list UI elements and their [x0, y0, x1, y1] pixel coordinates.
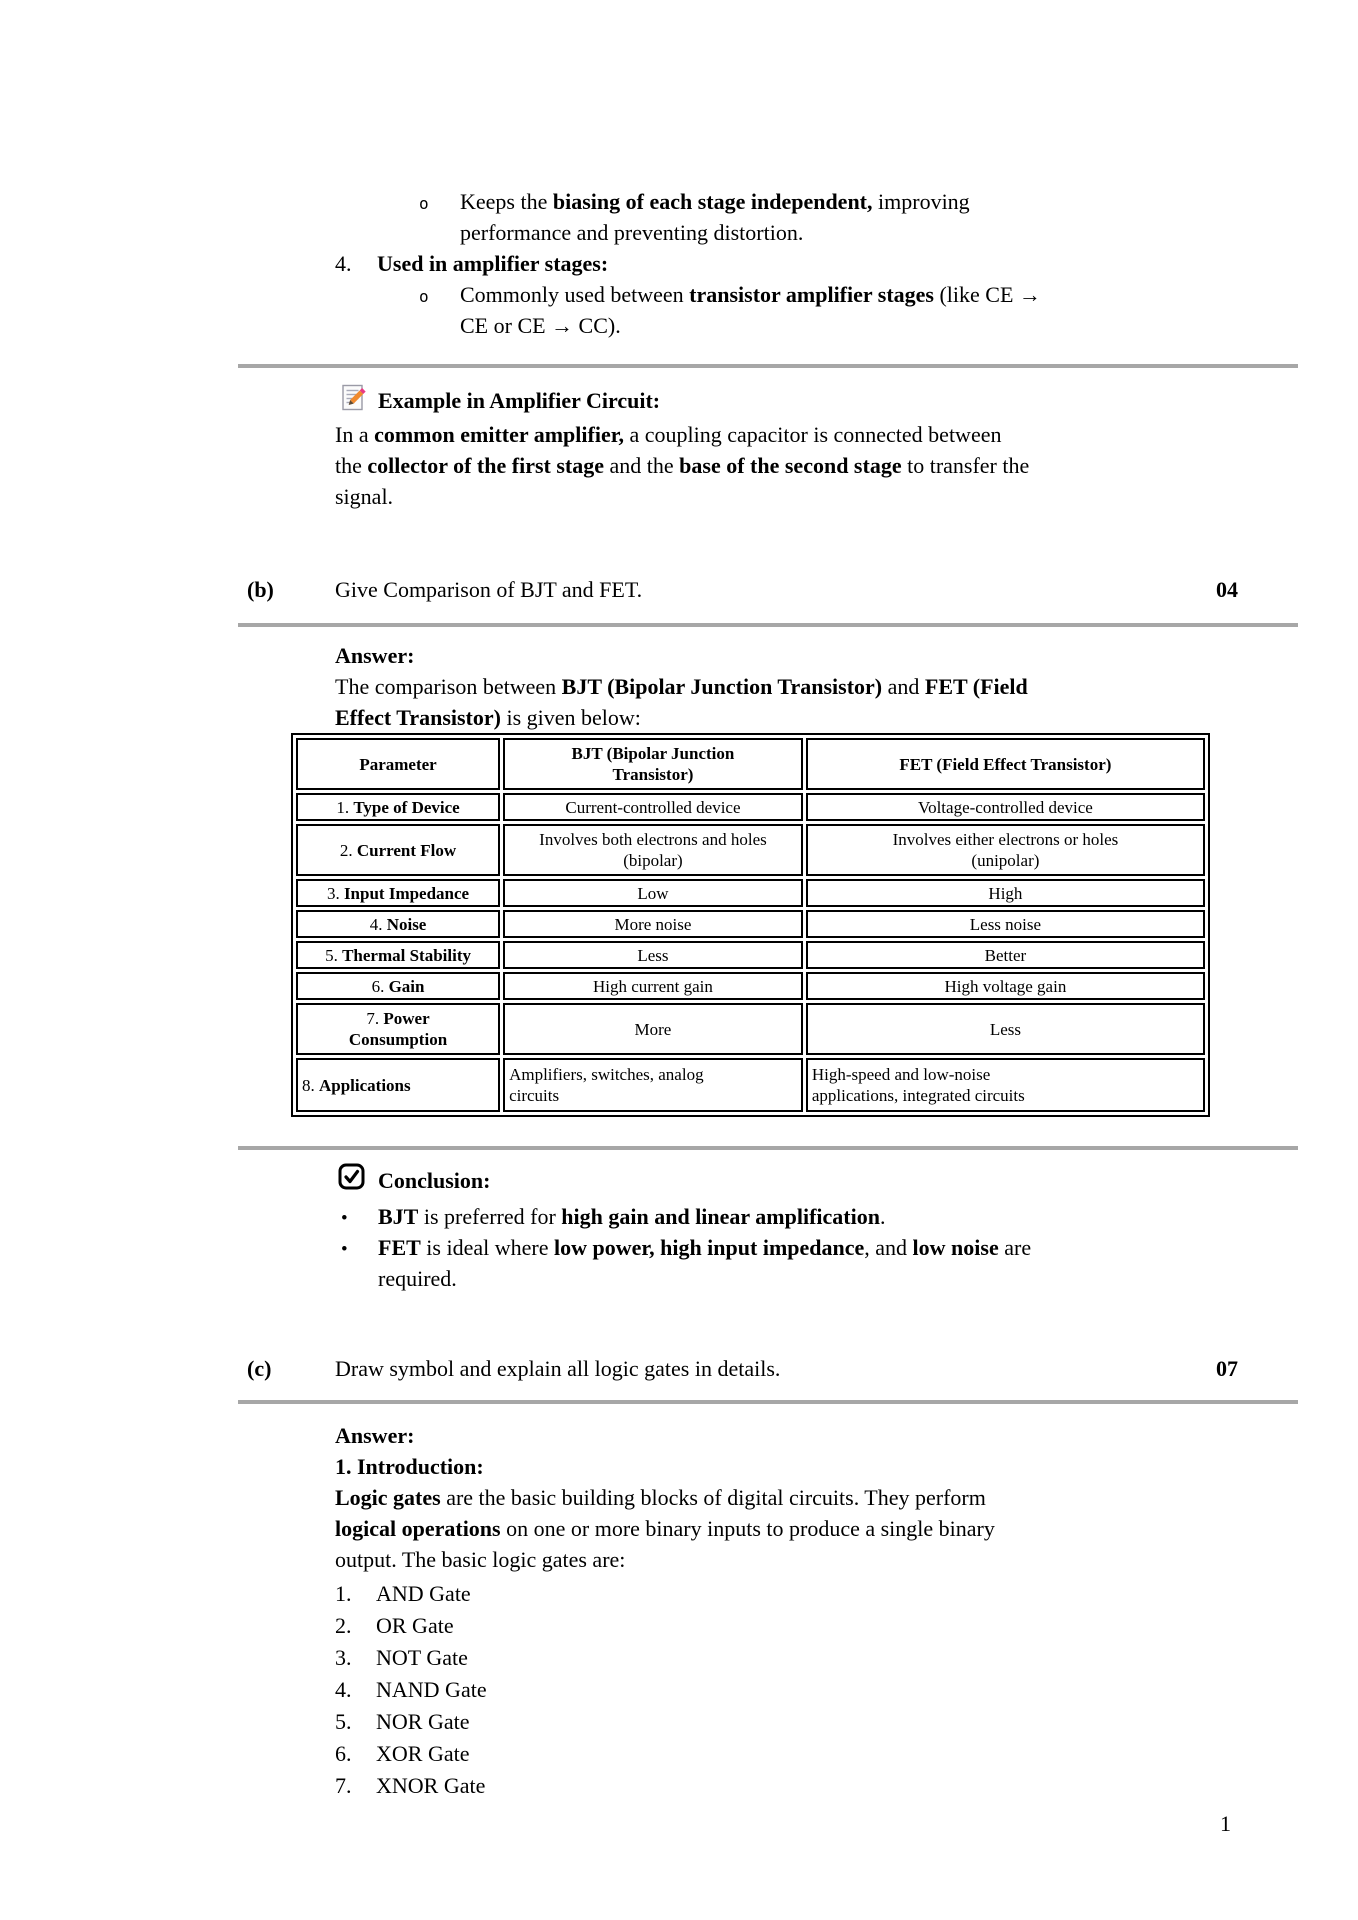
bjt-cell: More	[503, 1003, 803, 1055]
param-cell: 4. Noise	[296, 910, 500, 938]
bjt-cell: Current-controlled device	[503, 793, 803, 821]
example-paragraph: In a common emitter amplifier, a coupling capacitor is connected between the collector of the first stage and the base of the second stage to transfer the signal.	[335, 422, 1030, 509]
fet-cell: High-speed and low-noise applications, integrated circuits	[806, 1058, 1205, 1112]
list-item	[335, 1770, 487, 1802]
list-number: 5.	[335, 1709, 352, 1734]
gate-name: NAND Gate	[376, 1677, 487, 1702]
conclusion-bullet-text: BJT is preferred for high gain and linear amplification.	[378, 1204, 886, 1229]
list-item-text: Used in amplifier stages:	[377, 251, 609, 276]
bjt-cell: Involves both electrons and holes (bipolar)	[503, 824, 803, 876]
introduction-heading: 1. Introduction:	[335, 1454, 484, 1479]
param-cell: 1. Type of Device	[296, 793, 500, 821]
fet-cell: Less noise	[806, 910, 1205, 938]
bjt-cell: Less	[503, 941, 803, 969]
answer-label: Answer:	[335, 643, 415, 668]
fet-cell: Less	[806, 1003, 1205, 1055]
page-number: 1	[1220, 1811, 1231, 1836]
list-number: 7.	[335, 1773, 352, 1798]
question-text: Give Comparison of BJT and FET.	[335, 577, 643, 602]
list-item-text: Commonly used between transistor amplifier stages (like CE → CE or CE → CC).	[460, 282, 1041, 338]
question-marks: 07	[1216, 1356, 1238, 1381]
param-cell: 8. Applications	[296, 1058, 500, 1112]
header-bjt: BJT (Bipolar Junction Transistor)	[503, 738, 803, 790]
list-item	[335, 1578, 487, 1610]
example-heading: Example in Amplifier Circuit:	[378, 388, 661, 413]
list-item	[419, 186, 970, 248]
list-number: 3.	[335, 1645, 352, 1670]
param-cell: 2. Current Flow	[296, 824, 500, 876]
question-label: (c)	[247, 1356, 272, 1381]
horizontal-rule	[238, 1400, 1298, 1404]
table-row	[296, 972, 1205, 1000]
circle-bullet: o	[419, 194, 429, 213]
disc-bullet: •	[341, 1208, 348, 1229]
table-row	[296, 910, 1205, 938]
checkbox-checked-icon	[338, 1163, 365, 1198]
table-row	[296, 1003, 1205, 1055]
param-cell: 3. Input Impedance	[296, 879, 500, 907]
fet-cell: High	[806, 879, 1205, 907]
bjt-cell: High current gain	[503, 972, 803, 1000]
fet-cell: Involves either electrons or holes (unipolar)	[806, 824, 1205, 876]
introduction-paragraph: Logic gates are the basic building blocks of digital circuits. They perform logical operations on one or more binary inputs to produce a single binary output. The basic logic gates are:	[335, 1485, 995, 1572]
conclusion-bullet-text: FET is ideal where low power, high input impedance, and low noise are required.	[378, 1235, 1032, 1291]
gate-name: XNOR Gate	[376, 1773, 486, 1798]
list-item	[335, 1674, 487, 1706]
list-item	[335, 1642, 487, 1674]
header-fet: FET (Field Effect Transistor)	[806, 738, 1205, 790]
list-item	[335, 1738, 487, 1770]
gate-name: NOR Gate	[376, 1709, 470, 1734]
list-item-text: Keeps the biasing of each stage independent, improving performance and preventing distortion.	[460, 189, 970, 245]
conclusion-heading: Conclusion:	[378, 1168, 491, 1193]
fet-cell: High voltage gain	[806, 972, 1205, 1000]
fet-cell: Voltage-controlled device	[806, 793, 1205, 821]
table-row	[296, 793, 1205, 821]
bjt-cell: Low	[503, 879, 803, 907]
answer-intro: The comparison between BJT (Bipolar Junction Transistor) and FET (Field Effect Transistor) is given below:	[335, 674, 1028, 730]
list-number: 2.	[335, 1613, 352, 1638]
gate-name: XOR Gate	[376, 1741, 470, 1766]
bjt-cell: More noise	[503, 910, 803, 938]
table-row	[296, 941, 1205, 969]
list-number: 1.	[335, 1581, 352, 1606]
param-cell: 5. Thermal Stability	[296, 941, 500, 969]
table-row	[296, 879, 1205, 907]
horizontal-rule	[238, 623, 1298, 627]
table-header-row	[296, 738, 1205, 790]
memo-icon	[341, 384, 367, 420]
list-number: 4.	[335, 251, 352, 276]
question-text: Draw symbol and explain all logic gates in details.	[335, 1356, 781, 1381]
horizontal-rule	[238, 364, 1298, 368]
table-row	[296, 1058, 1205, 1112]
list-number: 6.	[335, 1741, 352, 1766]
circle-bullet: o	[419, 287, 429, 306]
param-cell: 6. Gain	[296, 972, 500, 1000]
question-marks: 04	[1216, 577, 1238, 602]
logic-gates-list	[335, 1578, 487, 1802]
list-item	[335, 1610, 487, 1642]
conclusion-bullet	[341, 1232, 1031, 1294]
header-parameter: Parameter	[296, 738, 500, 790]
answer-label: Answer:	[335, 1423, 415, 1448]
param-cell: 7. Power Consumption	[296, 1003, 500, 1055]
list-item	[335, 1706, 487, 1738]
list-item	[335, 248, 608, 279]
table-row	[296, 824, 1205, 876]
gate-name: OR Gate	[376, 1613, 454, 1638]
list-item	[419, 279, 1041, 341]
disc-bullet: •	[341, 1239, 348, 1260]
conclusion-bullet	[341, 1201, 885, 1234]
bjt-cell: Amplifiers, switches, analog circuits	[503, 1058, 803, 1112]
list-number: 4.	[335, 1677, 352, 1702]
question-label: (b)	[247, 577, 274, 602]
gate-name: AND Gate	[376, 1581, 471, 1606]
comparison-table	[291, 733, 1210, 1117]
horizontal-rule	[238, 1146, 1298, 1150]
gate-name: NOT Gate	[376, 1645, 468, 1670]
fet-cell: Better	[806, 941, 1205, 969]
